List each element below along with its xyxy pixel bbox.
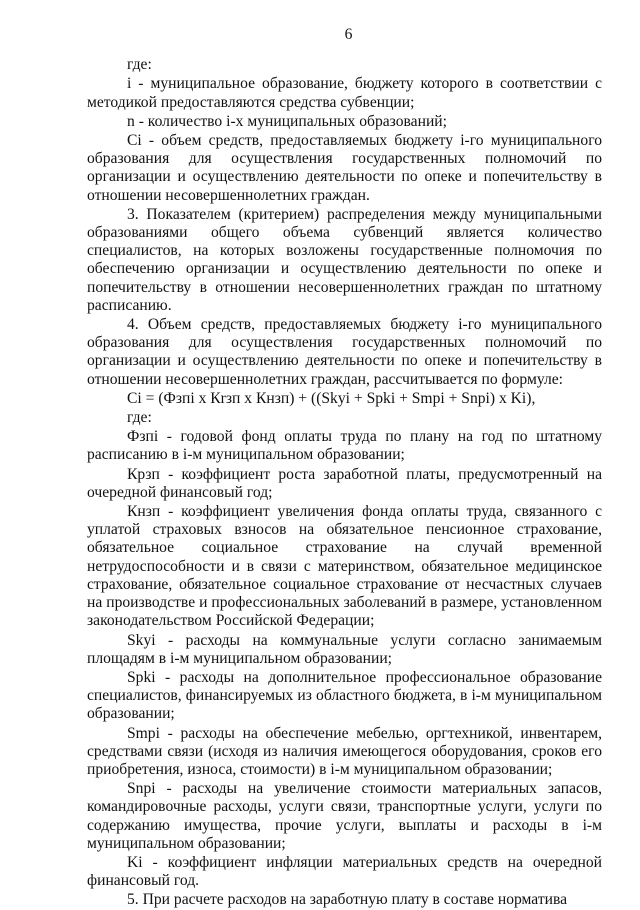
paragraph-def-spk: Spki - расходы на дополнительное профессиональное образование специалистов, финансируемых из областного бюджета, в i-м муниципальном образовании; (87, 668, 602, 723)
paragraph-item-5: 5. При расчете расходов на заработную плату в составе норматива (127, 891, 568, 909)
paragraph-def-fzp: Фзпi - годовой фонд оплаты труда по плану на год по штатному расписанию в i-м муниципальном образовании; (87, 428, 602, 464)
paragraph-item-3: 3. Показателем (критерием) распределения между муниципальными образованиями общего объема субвенций является количество специалистов, на которых возложены государственные полномочия по обеспечению организации и осуществлению деятельности по опеке и попечительству в отношении несовершеннолетних граждан по штатному расписанию. (87, 205, 602, 314)
paragraph-def-krzp: Крзп - коэффициент роста заработной платы, предусмотренный на очередной финансовый год; (87, 465, 602, 501)
paragraph-item-4: 4. Объем средств, предоставляемых бюджету i-го муниципального образования для осуществления государственных полномочий по организации и осуществлению деятельности по опеке и попечительству в отношении несовершеннолетних граждан, рассчитывается по формуле: (87, 316, 602, 388)
paragraph-where: где: (127, 56, 152, 74)
paragraph-def-snp: Snpi - расходы на увеличение стоимости материальных запасов, командировочные расходы, услуги связи, транспортные услуги, услуги по содержанию имущества, прочие услуги, выплаты и расходы в i-м муниципальном образовании; (87, 780, 602, 852)
paragraph-def-smp: Smpi - расходы на обеспечение мебелью, оргтехникой, инвентарем, средствами связи (исходя из наличия имеющегося оборудования, сроков его приобретения, износа, стоимости) в i-м муниципальном образовании; (87, 724, 602, 778)
paragraph-def-n: n - количество i-х муниципальных образований; (127, 112, 447, 130)
formula: Ci = (Фзпi x Кrзп x Кнзп) + ((Skyi + Spki + Smpi + Snpi) x Ki), (127, 389, 536, 407)
paragraph-def-ci: Ci - объем средств, предоставляемых бюджету i-го муниципального образования для осуществления государственных полномочий по организации и осуществлению деятельности по опеке и попечительству в отношении несовершеннолетних граждан. (87, 132, 602, 204)
paragraph-where-2: где: (127, 409, 152, 427)
paragraph-def-knzp: Кнзп - коэффициент увеличения фонда оплаты труда, связанного с уплатой страховых взносов на обязательное пенсионное страхование, обязательное социальное страхование на случай временной нетрудоспособности и в связи с материнством, обязательное медицинское страхование, обязательное социальное страхование от несчастных случаев на производстве и профессиональных заболеваний в размере, установленном законодательством Российской Федерации; (87, 503, 602, 630)
paragraph-def-ki: Ki - коэффициент инфляции материальных средств на очередной финансовый год. (87, 853, 602, 890)
page-number: 6 (344, 26, 353, 43)
paragraph-def-sky: Skyi - расходы на коммунальные услуги согласно занимаемым площадям в i-м муниципальном образовании; (87, 631, 602, 667)
paragraph-def-i: i - муниципальное образование, бюджету которого в соответствии с методикой предоставляются средства субвенции; (87, 75, 602, 111)
